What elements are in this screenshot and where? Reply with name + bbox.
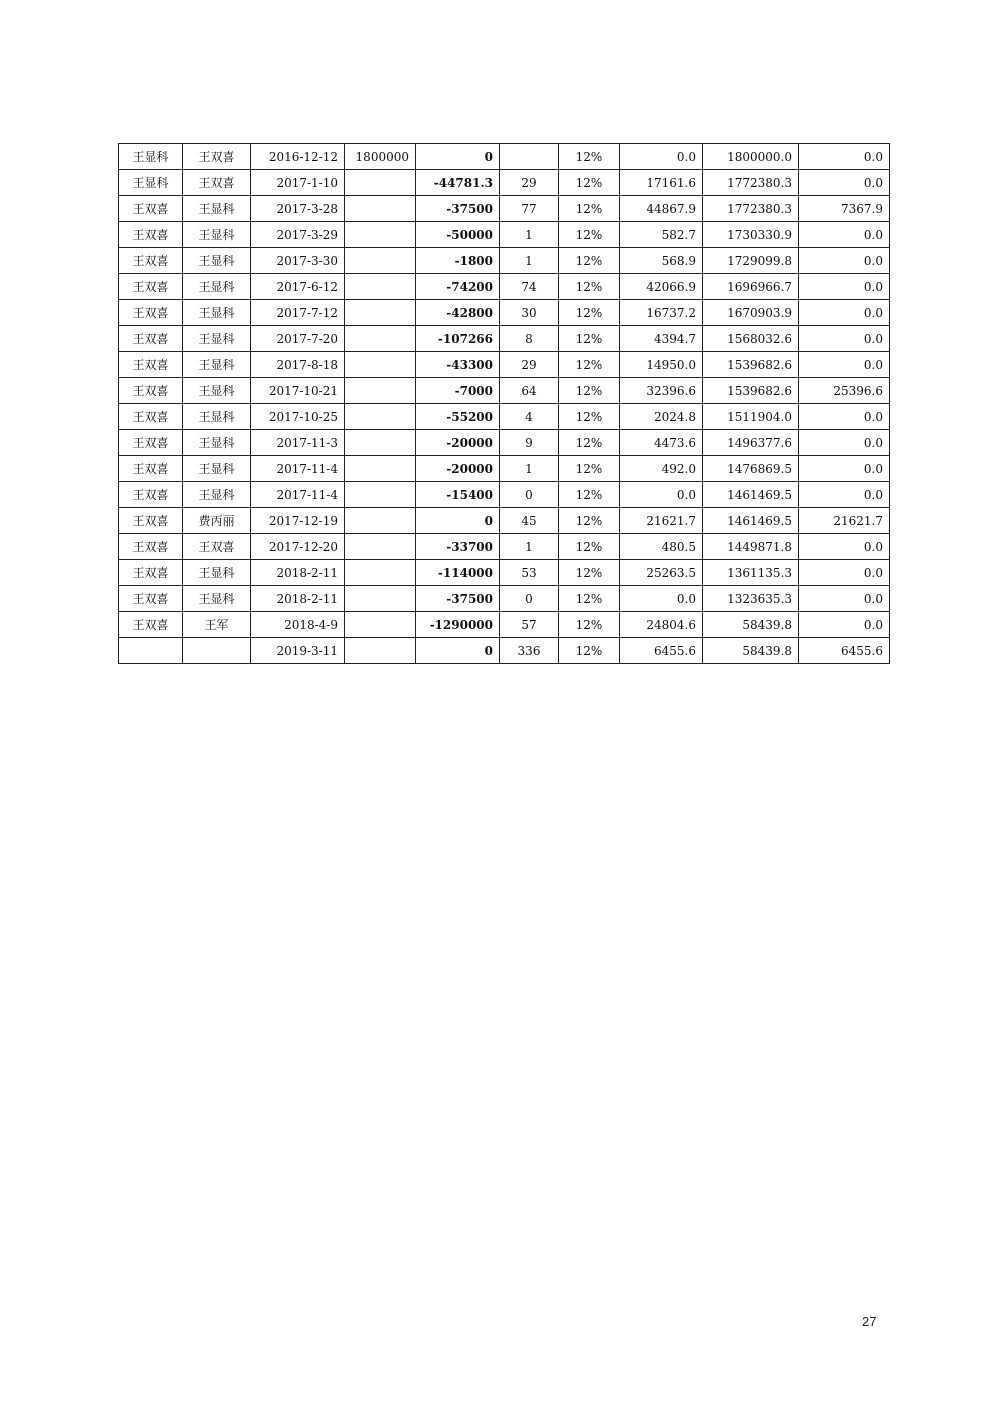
date-cell: 2017-3-30 — [251, 248, 345, 274]
principal-cell: 58439.8 — [703, 612, 799, 638]
days-cell: 30 — [500, 300, 559, 326]
unpaid-interest-cell: 21621.7 — [799, 508, 890, 534]
unpaid-interest-cell: 0.0 — [799, 560, 890, 586]
unpaid-interest-cell: 0.0 — [799, 300, 890, 326]
payer-cell: 王双喜 — [119, 274, 183, 300]
loan-amount-cell — [345, 638, 416, 664]
interest-cell: 2024.8 — [620, 404, 703, 430]
days-cell: 64 — [500, 378, 559, 404]
interest-cell: 492.0 — [620, 456, 703, 482]
payee-cell: 王显科 — [183, 274, 251, 300]
rate-cell: 12% — [559, 196, 620, 222]
days-cell: 0 — [500, 586, 559, 612]
payer-cell — [119, 638, 183, 664]
rate-cell: 12% — [559, 378, 620, 404]
payee-cell: 王显科 — [183, 560, 251, 586]
loan-amount-cell — [345, 274, 416, 300]
date-cell: 2018-2-11 — [251, 586, 345, 612]
principal-cell: 1800000.0 — [703, 144, 799, 170]
principal-cell: 58439.8 — [703, 638, 799, 664]
principal-cell: 1772380.3 — [703, 196, 799, 222]
days-cell: 1 — [500, 248, 559, 274]
loan-amount-cell — [345, 586, 416, 612]
rate-cell: 12% — [559, 430, 620, 456]
days-cell: 9 — [500, 430, 559, 456]
days-cell — [500, 144, 559, 170]
principal-cell: 1361135.3 — [703, 560, 799, 586]
unpaid-interest-cell: 0.0 — [799, 144, 890, 170]
repayment-cell: -44781.3 — [416, 170, 500, 196]
rate-cell: 12% — [559, 560, 620, 586]
payee-cell: 王显科 — [183, 404, 251, 430]
date-cell: 2017-12-19 — [251, 508, 345, 534]
principal-cell: 1323635.3 — [703, 586, 799, 612]
rate-cell: 12% — [559, 274, 620, 300]
loan-amount-cell — [345, 222, 416, 248]
loan-amount-cell — [345, 456, 416, 482]
date-cell: 2019-3-11 — [251, 638, 345, 664]
payer-cell: 王双喜 — [119, 560, 183, 586]
rate-cell: 12% — [559, 508, 620, 534]
loan-amount-cell — [345, 196, 416, 222]
interest-cell: 0.0 — [620, 482, 703, 508]
unpaid-interest-cell: 0.0 — [799, 482, 890, 508]
payee-cell: 王双喜 — [183, 170, 251, 196]
rate-cell: 12% — [559, 326, 620, 352]
loan-amount-cell — [345, 508, 416, 534]
repayment-cell: -15400 — [416, 482, 500, 508]
table-row — [119, 352, 890, 378]
date-cell: 2017-10-21 — [251, 378, 345, 404]
principal-cell: 1539682.6 — [703, 352, 799, 378]
loan-amount-cell — [345, 170, 416, 196]
payee-cell: 王显科 — [183, 300, 251, 326]
principal-cell: 1496377.6 — [703, 430, 799, 456]
loan-ledger-table — [118, 143, 890, 664]
unpaid-interest-cell: 6455.6 — [799, 638, 890, 664]
loan-amount-cell — [345, 534, 416, 560]
repayment-cell: -20000 — [416, 456, 500, 482]
payee-cell: 王显科 — [183, 378, 251, 404]
date-cell: 2017-11-4 — [251, 456, 345, 482]
loan-amount-cell — [345, 378, 416, 404]
interest-cell: 582.7 — [620, 222, 703, 248]
unpaid-interest-cell: 0.0 — [799, 586, 890, 612]
date-cell: 2017-11-3 — [251, 430, 345, 456]
days-cell: 1 — [500, 534, 559, 560]
payee-cell — [183, 638, 251, 664]
interest-cell: 42066.9 — [620, 274, 703, 300]
unpaid-interest-cell: 0.0 — [799, 430, 890, 456]
payer-cell: 王显科 — [119, 170, 183, 196]
date-cell: 2017-3-29 — [251, 222, 345, 248]
principal-cell: 1476869.5 — [703, 456, 799, 482]
payee-cell: 王显科 — [183, 456, 251, 482]
date-cell: 2017-7-12 — [251, 300, 345, 326]
date-cell: 2018-4-9 — [251, 612, 345, 638]
interest-cell: 17161.6 — [620, 170, 703, 196]
days-cell: 53 — [500, 560, 559, 586]
repayment-cell: 0 — [416, 638, 500, 664]
principal-cell: 1729099.8 — [703, 248, 799, 274]
unpaid-interest-cell: 0.0 — [799, 248, 890, 274]
date-cell: 2016-12-12 — [251, 144, 345, 170]
payer-cell: 王双喜 — [119, 326, 183, 352]
principal-cell: 1511904.0 — [703, 404, 799, 430]
payer-cell: 王双喜 — [119, 248, 183, 274]
repayment-cell: -43300 — [416, 352, 500, 378]
date-cell: 2017-3-28 — [251, 196, 345, 222]
payee-cell: 王双喜 — [183, 144, 251, 170]
principal-cell: 1696966.7 — [703, 274, 799, 300]
loan-amount-cell — [345, 612, 416, 638]
days-cell: 74 — [500, 274, 559, 300]
interest-cell: 568.9 — [620, 248, 703, 274]
table-row — [119, 430, 890, 456]
loan-amount-cell — [345, 404, 416, 430]
payee-cell: 王显科 — [183, 248, 251, 274]
payee-cell: 王显科 — [183, 430, 251, 456]
principal-cell: 1568032.6 — [703, 326, 799, 352]
days-cell: 336 — [500, 638, 559, 664]
repayment-cell: 0 — [416, 144, 500, 170]
payee-cell: 王显科 — [183, 222, 251, 248]
interest-cell: 0.0 — [620, 586, 703, 612]
repayment-cell: -7000 — [416, 378, 500, 404]
principal-cell: 1449871.8 — [703, 534, 799, 560]
interest-cell: 480.5 — [620, 534, 703, 560]
table-row — [119, 560, 890, 586]
page-number: 27 — [862, 1314, 877, 1329]
payee-cell: 王显科 — [183, 196, 251, 222]
table-row — [119, 378, 890, 404]
rate-cell: 12% — [559, 170, 620, 196]
repayment-cell: -55200 — [416, 404, 500, 430]
repayment-cell: -37500 — [416, 196, 500, 222]
days-cell: 57 — [500, 612, 559, 638]
rate-cell: 12% — [559, 456, 620, 482]
days-cell: 0 — [500, 482, 559, 508]
rate-cell: 12% — [559, 482, 620, 508]
unpaid-interest-cell: 0.0 — [799, 456, 890, 482]
date-cell: 2018-2-11 — [251, 560, 345, 586]
payee-cell: 王显科 — [183, 352, 251, 378]
loan-amount-cell — [345, 482, 416, 508]
loan-amount-cell — [345, 560, 416, 586]
payer-cell: 王双喜 — [119, 196, 183, 222]
principal-cell: 1772380.3 — [703, 170, 799, 196]
loan-amount-cell — [345, 430, 416, 456]
interest-cell: 32396.6 — [620, 378, 703, 404]
payee-cell: 王显科 — [183, 482, 251, 508]
unpaid-interest-cell: 0.0 — [799, 274, 890, 300]
loan-amount-cell — [345, 300, 416, 326]
days-cell: 1 — [500, 456, 559, 482]
unpaid-interest-cell: 0.0 — [799, 170, 890, 196]
payer-cell: 王双喜 — [119, 612, 183, 638]
table-row — [119, 586, 890, 612]
repayment-cell: -1800 — [416, 248, 500, 274]
table-row — [119, 456, 890, 482]
repayment-cell: -1290000 — [416, 612, 500, 638]
table-row — [119, 248, 890, 274]
rate-cell: 12% — [559, 300, 620, 326]
table-row — [119, 534, 890, 560]
loan-amount-cell: 1800000 — [345, 144, 416, 170]
rate-cell: 12% — [559, 612, 620, 638]
repayment-cell: -20000 — [416, 430, 500, 456]
table-row — [119, 144, 890, 170]
payer-cell: 王双喜 — [119, 378, 183, 404]
interest-cell: 6455.6 — [620, 638, 703, 664]
date-cell: 2017-10-25 — [251, 404, 345, 430]
payer-cell: 王双喜 — [119, 508, 183, 534]
rate-cell: 12% — [559, 638, 620, 664]
days-cell: 4 — [500, 404, 559, 430]
table-row — [119, 508, 890, 534]
interest-cell: 44867.9 — [620, 196, 703, 222]
repayment-cell: -50000 — [416, 222, 500, 248]
date-cell: 2017-12-20 — [251, 534, 345, 560]
repayment-cell: -37500 — [416, 586, 500, 612]
principal-cell: 1730330.9 — [703, 222, 799, 248]
rate-cell: 12% — [559, 352, 620, 378]
date-cell: 2017-7-20 — [251, 326, 345, 352]
loan-amount-cell — [345, 326, 416, 352]
interest-cell: 25263.5 — [620, 560, 703, 586]
table-row — [119, 300, 890, 326]
payee-cell: 王军 — [183, 612, 251, 638]
rate-cell: 12% — [559, 404, 620, 430]
principal-cell: 1461469.5 — [703, 508, 799, 534]
table-row — [119, 326, 890, 352]
payer-cell: 王双喜 — [119, 586, 183, 612]
table-row — [119, 274, 890, 300]
payer-cell: 王双喜 — [119, 352, 183, 378]
interest-cell: 16737.2 — [620, 300, 703, 326]
ledger-body — [119, 144, 890, 664]
payer-cell: 王双喜 — [119, 456, 183, 482]
days-cell: 77 — [500, 196, 559, 222]
repayment-cell: 0 — [416, 508, 500, 534]
table-row — [119, 404, 890, 430]
date-cell: 2017-1-10 — [251, 170, 345, 196]
interest-cell: 24804.6 — [620, 612, 703, 638]
payer-cell: 王双喜 — [119, 430, 183, 456]
unpaid-interest-cell: 0.0 — [799, 326, 890, 352]
rate-cell: 12% — [559, 222, 620, 248]
principal-cell: 1539682.6 — [703, 378, 799, 404]
repayment-cell: -107266 — [416, 326, 500, 352]
table-row — [119, 482, 890, 508]
repayment-cell: -74200 — [416, 274, 500, 300]
repayment-cell: -33700 — [416, 534, 500, 560]
interest-cell: 4394.7 — [620, 326, 703, 352]
payee-cell: 王显科 — [183, 326, 251, 352]
rate-cell: 12% — [559, 534, 620, 560]
table-row — [119, 170, 890, 196]
principal-cell: 1461469.5 — [703, 482, 799, 508]
unpaid-interest-cell: 0.0 — [799, 352, 890, 378]
rate-cell: 12% — [559, 144, 620, 170]
date-cell: 2017-11-4 — [251, 482, 345, 508]
payer-cell: 王双喜 — [119, 482, 183, 508]
date-cell: 2017-8-18 — [251, 352, 345, 378]
rate-cell: 12% — [559, 248, 620, 274]
unpaid-interest-cell: 7367.9 — [799, 196, 890, 222]
repayment-cell: -42800 — [416, 300, 500, 326]
payee-cell: 王双喜 — [183, 534, 251, 560]
days-cell: 29 — [500, 352, 559, 378]
payer-cell: 王双喜 — [119, 222, 183, 248]
days-cell: 45 — [500, 508, 559, 534]
unpaid-interest-cell: 0.0 — [799, 404, 890, 430]
interest-cell: 14950.0 — [620, 352, 703, 378]
payer-cell: 王显科 — [119, 144, 183, 170]
table-row — [119, 196, 890, 222]
payee-cell: 费丙丽 — [183, 508, 251, 534]
payer-cell: 王双喜 — [119, 404, 183, 430]
payee-cell: 王显科 — [183, 586, 251, 612]
payer-cell: 王双喜 — [119, 300, 183, 326]
repayment-cell: -114000 — [416, 560, 500, 586]
unpaid-interest-cell: 0.0 — [799, 222, 890, 248]
days-cell: 1 — [500, 222, 559, 248]
unpaid-interest-cell: 0.0 — [799, 534, 890, 560]
unpaid-interest-cell: 0.0 — [799, 612, 890, 638]
interest-cell: 21621.7 — [620, 508, 703, 534]
days-cell: 8 — [500, 326, 559, 352]
days-cell: 29 — [500, 170, 559, 196]
unpaid-interest-cell: 25396.6 — [799, 378, 890, 404]
rate-cell: 12% — [559, 586, 620, 612]
date-cell: 2017-6-12 — [251, 274, 345, 300]
interest-cell: 4473.6 — [620, 430, 703, 456]
interest-cell: 0.0 — [620, 144, 703, 170]
loan-amount-cell — [345, 248, 416, 274]
loan-amount-cell — [345, 352, 416, 378]
table-row — [119, 612, 890, 638]
table-row — [119, 222, 890, 248]
table-row — [119, 638, 890, 664]
principal-cell: 1670903.9 — [703, 300, 799, 326]
payer-cell: 王双喜 — [119, 534, 183, 560]
